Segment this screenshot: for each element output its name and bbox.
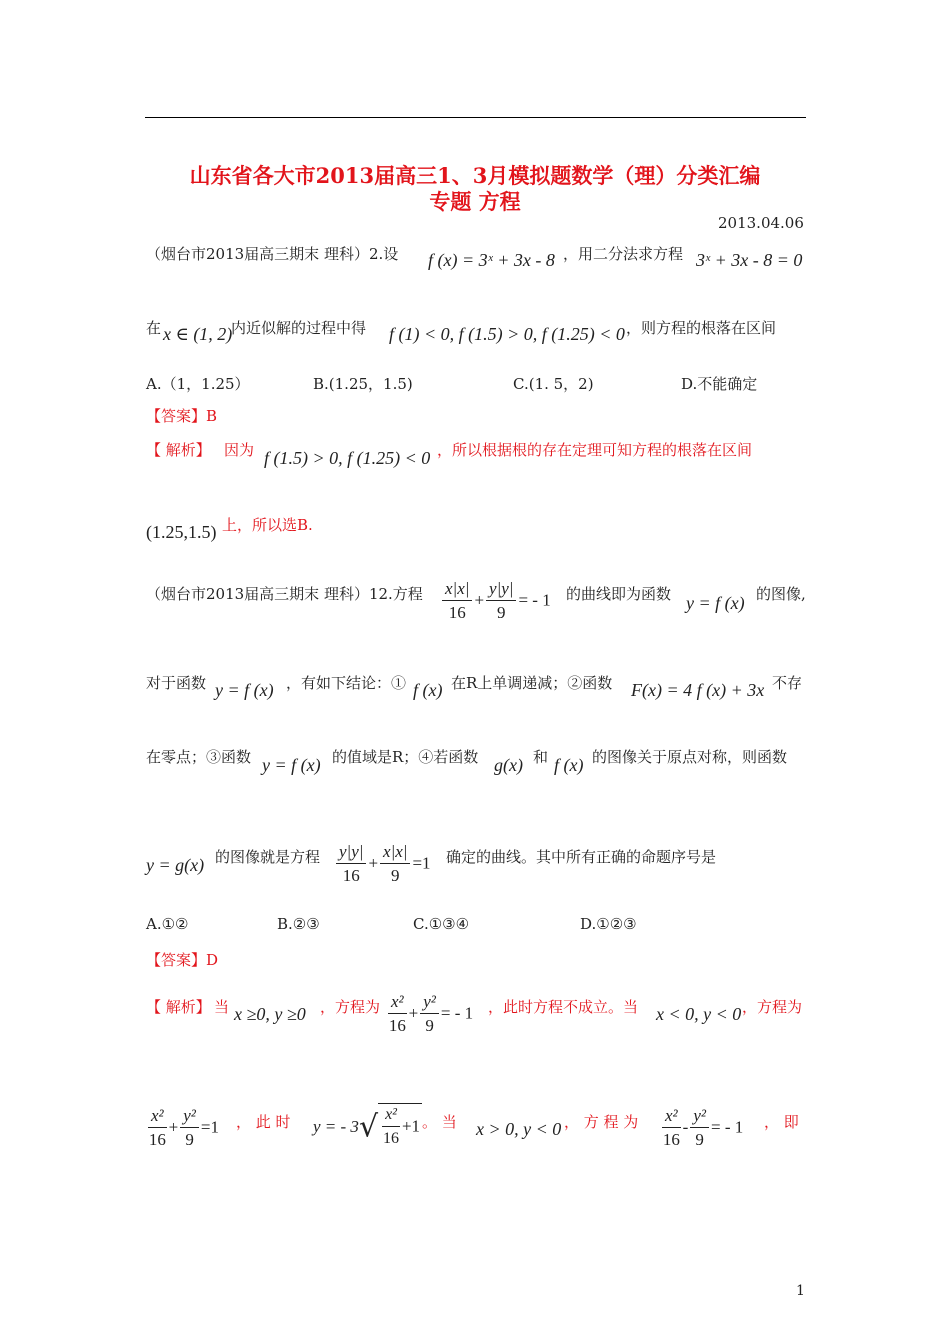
q2-an-g: ， 方 程 为 [564, 1113, 639, 1131]
q2-text-b: 的图像, [756, 585, 806, 603]
q2-an-d: ，方程为 [742, 998, 803, 1016]
q1-analysis-a: 因为 [224, 441, 255, 459]
q2-option-d: D.①②③ [580, 915, 637, 933]
q1-text-c: 内近似解的过程中得 [231, 319, 367, 337]
q1-option-c: C.(1. 5，2) [513, 375, 594, 393]
q2-an-a: 当 [214, 998, 230, 1016]
q2-cond-2: x < 0, y < 0 [656, 1004, 742, 1024]
q2-y-expression: y = - 3√ $\frac{\text{x²}}{16}$ +1 [313, 1103, 422, 1151]
q1-option-d: D.不能确定 [681, 375, 758, 393]
q1-option-a: A.（1，1.25） [146, 375, 250, 393]
document-date: 2013.04.06 [718, 214, 804, 232]
q2-analysis-label: 【 解析】 [146, 998, 211, 1016]
q2-option-c: C.①③④ [413, 915, 470, 933]
q2-text-k: 的图像就是方程 [215, 848, 321, 866]
q2-source: （烟台市2013届高三期末 理科）12.方程 [146, 585, 423, 603]
q2-an-h: ， 即 [764, 1113, 799, 1131]
q1-equation: 3ˣ + 3x - 8 = 0 [696, 250, 803, 270]
q2-an-b: ，方程为 [320, 998, 381, 1016]
q1-analysis-c: 上，所以选B. [222, 516, 313, 534]
page-number: 1 [796, 1283, 805, 1299]
q2-text-d: ，有如下结论：① [286, 674, 407, 692]
q2-an-e: ， 此 时 [236, 1113, 291, 1131]
q2-analysis-eq-1: $\frac{\text{x²}}{16}$ + $\frac{\text{y²}}{9}$ = - 1 [388, 992, 474, 1035]
q1-analysis-label: 【 解析】 [146, 441, 211, 459]
q2-f-x-2: f (x) [554, 755, 584, 775]
q1-answer: 【答案】B [146, 407, 218, 425]
q2-answer: 【答案】D [146, 951, 219, 969]
q2-text-f: 不存 [772, 674, 803, 692]
q2-text-c: 对于函数 [146, 674, 207, 692]
q2-g-x: g(x) [494, 755, 523, 775]
q2-y-fx: y = f (x) [686, 593, 745, 613]
q2-text-j: 的图像关于原点对称，则函数 [592, 748, 788, 766]
q1-interval: x ∈ (1, 2) [163, 324, 233, 344]
q1-analysis-cond: f (1.5) > 0, f (1.25) < 0 [264, 448, 431, 468]
q1-text-d: ，则方程的根落在区间 [626, 319, 777, 337]
q2-cond-1: x ≥0, y ≥0 [234, 1004, 306, 1024]
q2-text-h: 的值域是R；④若函数 [332, 748, 479, 766]
q1-source: （烟台市2013届高三期末 理科）2.设 [146, 245, 399, 263]
q2-equation: $\frac{x|x|}{16}$ + $\frac{y|y|}{9}$ = - 1 [440, 578, 551, 625]
q2-text-a: 的曲线即为函数 [566, 585, 672, 603]
q1-text-b: 在 [146, 319, 162, 337]
q2-analysis-eq-2: $\frac{\text{x²}}{16}$ + $\frac{\text{y²}}{9}$ =1 [148, 1106, 219, 1149]
q2-text-g: 在零点；③函数 [146, 748, 252, 766]
q1-text-a: ，用二分法求方程 [563, 245, 684, 263]
q2-y-fx-3: y = f (x) [262, 755, 321, 775]
q1-analysis-b: ，所以根据根的存在定理可知方程的根落在区间 [437, 441, 753, 459]
header-rule [145, 117, 806, 118]
page-subtitle: 专题 方程 [429, 189, 521, 214]
q1-analysis-interval: (1.25,1.5) [146, 522, 217, 542]
q2-y-gx: y = g(x) [146, 855, 205, 875]
q2-an-c: ，此时方程不成立。当 [488, 998, 639, 1016]
q1-function-def: f (x) = 3ˣ + 3x - 8 [428, 250, 555, 270]
q2-option-a: A.①② [146, 915, 189, 933]
q2-f-x-1: f (x) [413, 680, 443, 700]
q2-F-x: F(x) = 4 f (x) + 3x [631, 680, 765, 700]
q2-an-f: 。 当 [422, 1113, 457, 1131]
q2-option-b: B.②③ [277, 915, 320, 933]
q2-text-e: 在R上单调递减；②函数 [451, 674, 613, 692]
q2-text-l: 确定的曲线。其中所有正确的命题序号是 [446, 848, 717, 866]
q2-y-fx-2: y = f (x) [215, 680, 274, 700]
q1-values: f (1) < 0, f (1.5) > 0, f (1.25) < 0 [389, 324, 625, 344]
q2-cond-3: x > 0, y < 0 [476, 1119, 562, 1139]
q2-text-i: 和 [533, 748, 549, 766]
page-title: 山东省各大市2013届高三1、3月模拟题数学（理）分类汇编 [189, 163, 761, 188]
q1-option-b: B.(1.25，1.5) [313, 375, 413, 393]
q2-analysis-eq-3: $\frac{\text{x²}}{16}$ - $\frac{\text{y²}}{9}$ = - 1 [662, 1106, 744, 1149]
q2-equation-2: $\frac{y|y|}{16}$ + $\frac{x|x|}{9}$ =1 [334, 841, 431, 888]
